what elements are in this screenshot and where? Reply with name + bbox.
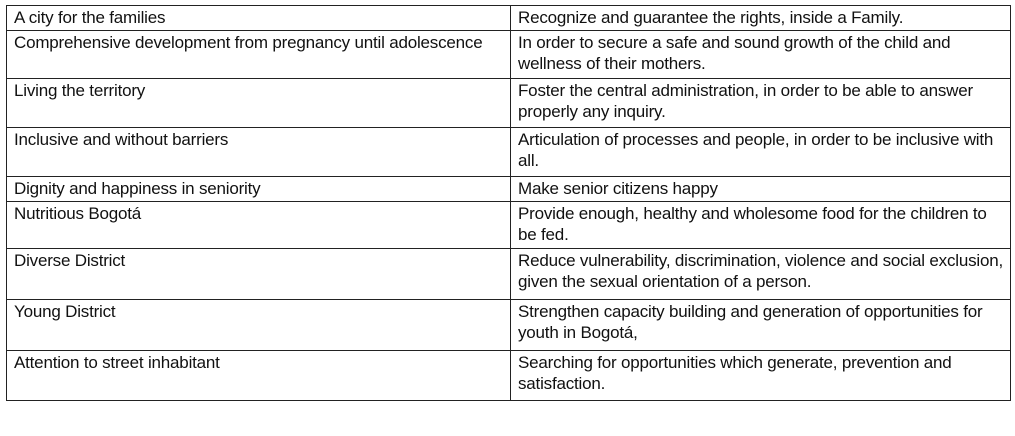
program-description-cell: Articulation of processes and people, in order to be inclusive with all. [511,128,1011,177]
table-row [7,202,1011,249]
table-row [7,79,1011,128]
program-name-cell: Dignity and happiness in seniority [7,177,511,202]
table-row [7,249,1011,300]
programs-table [6,5,1011,401]
table-row [7,300,1011,351]
program-description-cell: Reduce vulnerability, discrimination, violence and social exclusion, given the sexual orientation of a person. [511,249,1011,300]
program-name-cell: Inclusive and without barriers [7,128,511,177]
table-row [7,351,1011,401]
table-row [7,31,1011,79]
program-name-cell: A city for the families [7,6,511,31]
program-description-cell: In order to secure a safe and sound growth of the child and wellness of their mothers. [511,31,1011,79]
program-name-cell: Living the territory [7,79,511,128]
program-name-cell: Comprehensive development from pregnancy until adolescence [7,31,511,79]
program-name-cell: Attention to street inhabitant [7,351,511,401]
program-name-cell: Young District [7,300,511,351]
table-row [7,128,1011,177]
program-description-cell: Strengthen capacity building and generation of opportunities for youth in Bogotá, [511,300,1011,351]
program-description-cell: Recognize and guarantee the rights, inside a Family. [511,6,1011,31]
program-name-cell: Diverse District [7,249,511,300]
table-row [7,6,1011,31]
program-description-cell: Searching for opportunities which generate, prevention and satisfaction. [511,351,1011,401]
program-description-cell: Foster the central administration, in order to be able to answer properly any inquiry. [511,79,1011,128]
program-description-cell: Make senior citizens happy [511,177,1011,202]
program-description-cell: Provide enough, healthy and wholesome food for the children to be fed. [511,202,1011,249]
program-name-cell: Nutritious Bogotá [7,202,511,249]
table-row [7,177,1011,202]
